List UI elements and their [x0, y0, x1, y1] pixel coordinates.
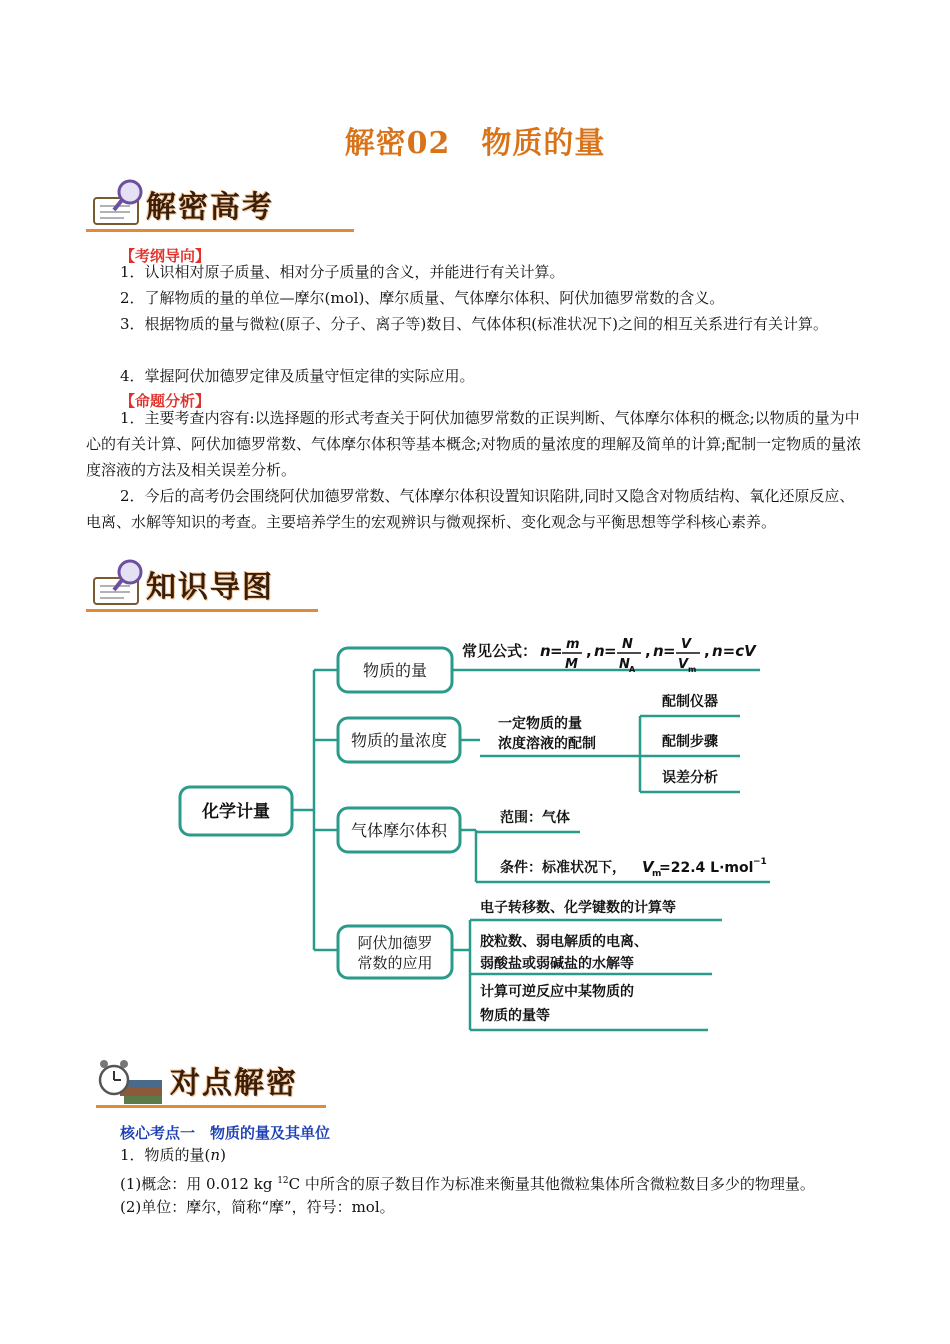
mindmap-leaf-value: =22.4 L·mol: [659, 860, 754, 876]
formula-V-num: V: [681, 637, 692, 652]
mindmap-leaf: 配制仪器: [662, 694, 718, 710]
page-title: 解密02 物质的量: [344, 126, 606, 161]
keypoint-line-3: (2)单位：摩尔，简称“摩”，符号：mol。: [120, 1198, 395, 1216]
formula-comma: ,: [645, 642, 651, 660]
mindmap-leaf-V: V: [642, 858, 654, 876]
keypoint-line-2: [120, 1168, 900, 1197]
text-part: ): [220, 1146, 226, 1164]
formula-comma: ,: [586, 642, 592, 660]
section-title: 对点解密: [170, 1066, 298, 1101]
section-header-mindmap: [86, 556, 318, 612]
mindmap-diagram: [0, 620, 950, 1040]
mindmap-leaf: 范围：气体: [500, 810, 570, 826]
mindmap-node-avogadro-1: 阿伏加德罗: [357, 934, 433, 952]
outline-item: 3．根据物质的量与微粒(原子、分子、离子等)数目、气体体积(标准状况下)之间的相互关系进行有关计算。: [120, 315, 828, 333]
mindmap-leaf: 误差分析: [662, 770, 718, 786]
mindmap-root: 化学计量: [202, 802, 270, 822]
formula-N-num: N: [622, 637, 633, 652]
formula-A-sub: A: [629, 665, 636, 674]
mindmap-leaf: 电子转移数、化学键数的计算等: [480, 900, 676, 916]
section-header-keypoints: [96, 1052, 326, 1108]
analysis-tag: 【命题分析】: [120, 392, 211, 410]
outline-item: 4．掌握阿伏加德罗定律及质量守恒定律的实际应用。: [120, 367, 475, 385]
section-title: 知识导图: [146, 570, 274, 605]
outline-item: 1．认识相对原子质量、相对分子质量的含义，并能进行有关计算。: [120, 263, 565, 281]
formula-n: n: [653, 642, 664, 660]
text-part: (1)概念：用 0.012 kg: [120, 1175, 278, 1193]
superscript: 12: [277, 1176, 289, 1186]
section-rule: [86, 229, 354, 232]
mindmap-leaf: 弱酸盐或弱碱盐的水解等: [480, 956, 634, 972]
text-part: C 中所含的原子数目作为标准来衡量其他微粒集体所含微粒数目多少的物理量。: [288, 1175, 815, 1193]
mindmap-node-molar-volume: 气体摩尔体积: [350, 821, 448, 840]
formula-comma: ,: [704, 642, 710, 660]
analysis-item: 1．主要考查内容有:以选择题的形式考查关于阿伏加德罗常数的正误判断、气体摩尔体积的概念;以物质的量为中心的有关计算、阿伏加德罗常数、气体摩尔体积等基本概念;对物质的量浓度的理解及简单的计算;配制一定物质的量浓度溶液的方法及相关误差分析。: [86, 409, 862, 479]
section-rule: [86, 609, 318, 612]
outline-item: 2．了解物质的量的单位—摩尔(mol)、摩尔质量、气体摩尔体积、阿伏加德罗常数的含义。: [120, 289, 725, 307]
formula-m-sub: m: [688, 665, 697, 674]
formula-m-num: m: [566, 637, 580, 652]
section-title: 解密高考: [146, 190, 274, 225]
formula-eq: =: [550, 642, 563, 660]
section-header-exam: [86, 176, 354, 232]
outline-tag: 【考纲导向】: [120, 247, 211, 265]
formula-group: [462, 637, 757, 674]
formula-lead: 常见公式：: [462, 642, 538, 660]
formula-eq: =: [604, 642, 617, 660]
text-part: 1．物质的量(: [120, 1146, 211, 1164]
formula-n: n: [594, 642, 605, 660]
analysis-item: 2．今后的高考仍会围绕阿伏加德罗常数、气体摩尔体积设置知识陷阱,同时又隐含对物质结构、氧化还原反应、电离、水解等知识的考查。主要培养学生的宏观辨识与微观探析、变化观念与平衡思想等学科核心素养。: [86, 487, 855, 531]
mindmap-leaf: 计算可逆反应中某物质的: [480, 984, 634, 1000]
mindmap-node-amount: 物质的量: [362, 661, 428, 680]
mindmap-mid-2: 浓度溶液的配制: [498, 736, 596, 752]
formula-ncv: n=cV: [712, 642, 756, 660]
formula-NA-den: N: [619, 657, 630, 672]
formula-M-den: M: [565, 657, 578, 672]
mindmap-leaf: 配制步骤: [662, 734, 718, 750]
formula-eq: =: [663, 642, 676, 660]
formula-n: n: [540, 642, 551, 660]
keypoint-heading: 核心考点一 物质的量及其单位: [120, 1124, 331, 1142]
mindmap-node-avogadro-2: 常数的应用: [357, 954, 433, 972]
mindmap-mid-1: 一定物质的量: [498, 716, 582, 732]
mindmap-leaf: 胶粒数、弱电解质的电离、: [480, 934, 648, 950]
mindmap-leaf-sub: m: [652, 869, 662, 879]
formula-Vm-den: V: [678, 657, 689, 672]
keypoint-line-1: [120, 1142, 226, 1168]
magnifier-notebook-icon: [86, 556, 150, 612]
magnifier-notebook-icon: [86, 176, 150, 232]
mindmap-leaf-sup: −1: [753, 857, 767, 867]
section-rule: [96, 1105, 326, 1108]
mindmap-leaf: 条件：标准状况下，: [500, 860, 626, 876]
symbol-n: n: [210, 1146, 221, 1164]
clock-books-icon: [96, 1052, 166, 1108]
mindmap-node-concentration: 物质的量浓度: [350, 731, 448, 750]
mindmap-leaf: 物质的量等: [480, 1008, 550, 1024]
